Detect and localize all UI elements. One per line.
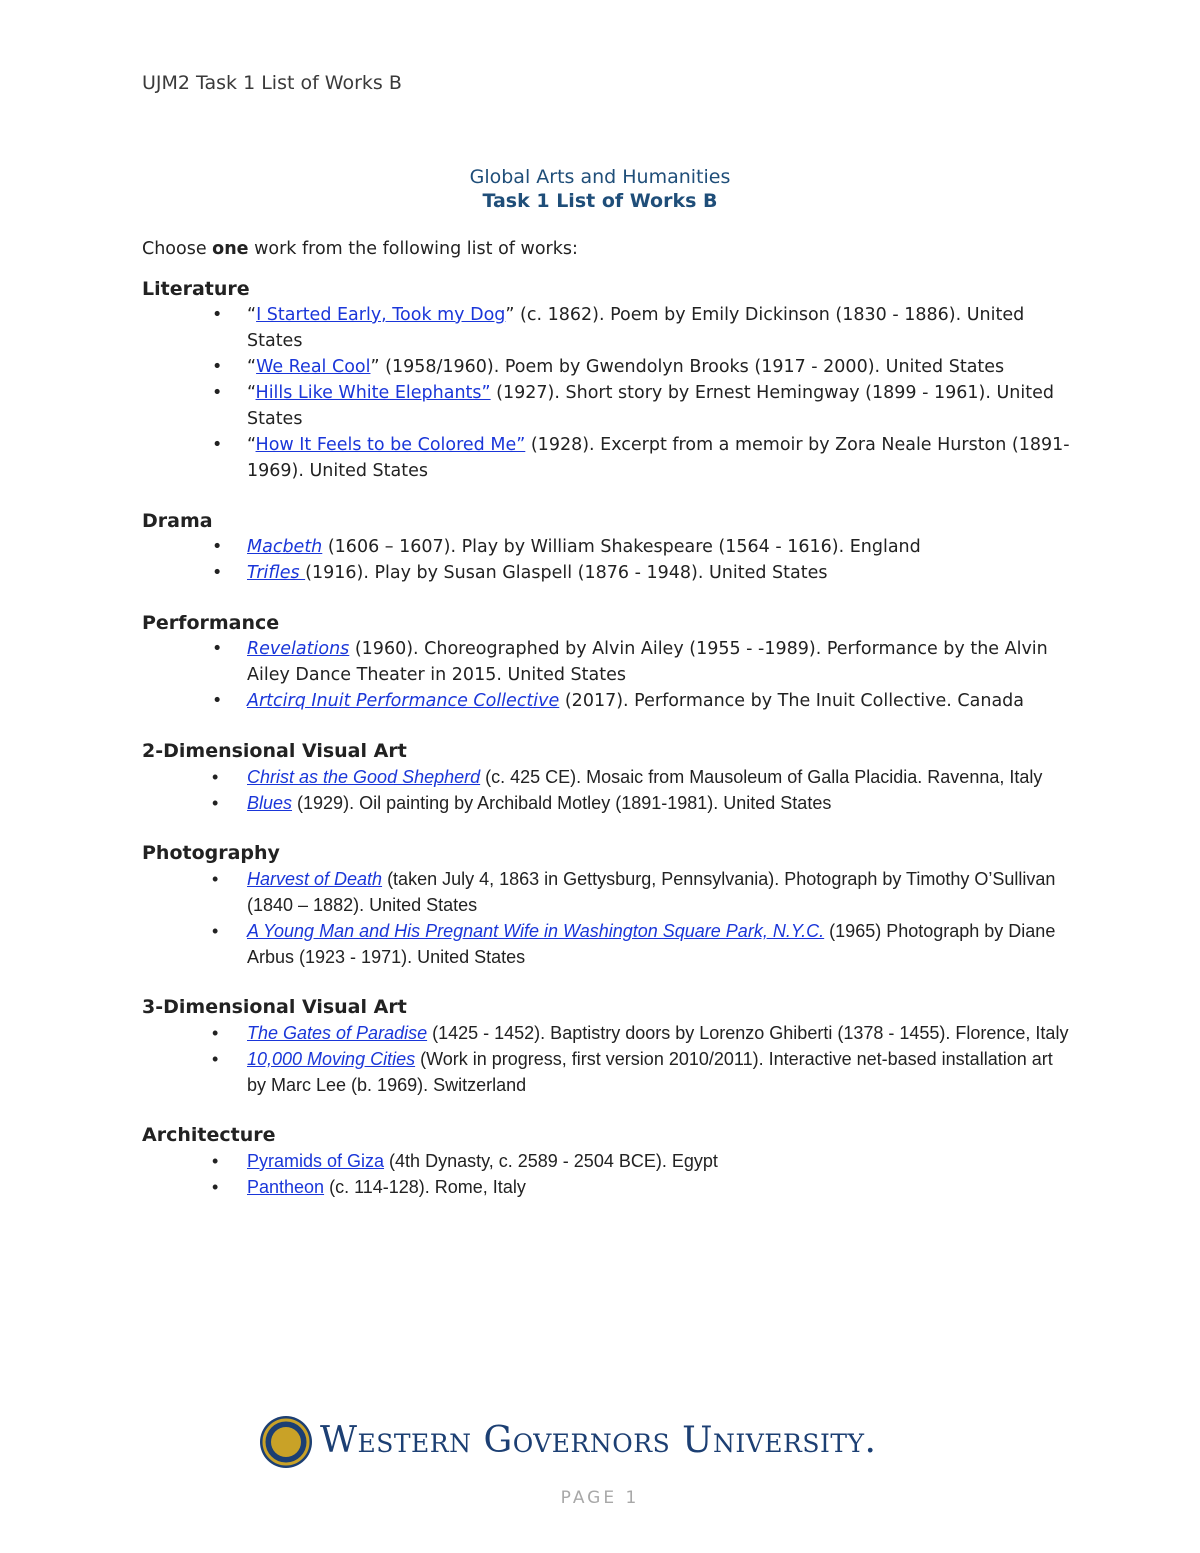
work-link[interactable]: I Started Early, Took my Dog [256,305,506,325]
intro-pre: Choose [142,239,213,259]
list-item [107,1174,1072,1200]
open-quote: “ [247,305,257,325]
works-list [142,276,1072,1200]
work-link[interactable]: A Young Man and His Pregnant Wife in Washington Square Park, N.Y.C. [247,921,825,941]
work-description: (1606 – 1607). Play by William Shakespeare (1564 - 1616). England [322,537,921,557]
list-item [107,688,1072,714]
work-link[interactable]: Christ as the Good Shepherd [247,767,481,787]
wgu-logo [258,1412,908,1472]
work-link[interactable]: Artcirq Inuit Performance Collective [247,691,560,711]
work-link[interactable]: Hills Like White Elephants” [255,383,491,403]
intro-text [142,236,1072,262]
document-title: Global Arts and Humanities [469,166,731,188]
section-list [142,866,1072,970]
document-subtitle: Task 1 List of Works B [482,190,718,212]
work-description: (1960). Choreographed by Alvin Ailey (1955 - -1989). Performance by the Alvin Ailey Dance Theater in 2015. United States [247,639,1048,685]
section-spacer [142,970,1072,994]
work-description: (1927). Short story by Ernest Hemingway (1899 - 1961). United States [247,383,1054,429]
section-list [142,1020,1072,1098]
bullet-icon: • [212,869,219,889]
bullet-icon: • [212,537,223,557]
bullet-icon: • [212,435,223,455]
list-item [107,866,1072,918]
work-link[interactable]: Trifles [247,563,306,583]
title-block [0,165,1200,213]
section-list [142,1148,1072,1200]
section-list [142,636,1072,714]
open-quote: “ [247,435,256,455]
work-description: (4th Dynasty, c. 2589 - 2504 BCE). Egypt [384,1151,718,1171]
section-list [142,302,1072,484]
list-item [107,636,1072,688]
section-heading: 2-Dimensional Visual Art [142,740,407,762]
section-spacer [142,714,1072,738]
work-description: (1929). Oil painting by Archibald Motley (1891-1981). United States [292,793,832,813]
work-description: (1425 - 1452). Baptistry doors by Lorenzo Ghiberti (1378 - 1455). Florence, Italy [427,1023,1069,1043]
work-description: (2017). Performance by The Inuit Collective. Canada [559,691,1025,711]
bullet-icon: • [212,767,219,787]
document-body [142,236,1072,1200]
section-heading: Architecture [142,1124,276,1146]
work-description: (c. 425 CE). Mosaic from Mausoleum of Galla Placidia. Ravenna, Italy [480,767,1043,787]
bullet-icon: • [212,1049,219,1069]
list-item [107,534,1072,560]
work-link[interactable]: Revelations [247,639,350,659]
work-description: ” (c. 1862). Poem by Emily Dickinson (1830 - 1886). United States [247,305,1025,351]
list-item [107,302,1072,354]
work-link[interactable]: 10,000 Moving Cities [247,1049,416,1069]
bullet-icon: • [212,1151,219,1171]
section-spacer [142,1098,1072,1122]
section-heading: Drama [142,510,213,532]
open-quote: “ [247,383,256,403]
open-quote: “ [247,357,257,377]
work-link[interactable]: Blues [247,793,293,813]
section-heading: Literature [142,278,250,300]
section-list [142,534,1072,586]
bullet-icon: • [212,639,223,659]
wgu-seal-icon [258,1414,314,1470]
bullet-icon: • [212,357,223,377]
work-link[interactable]: Pantheon [247,1177,325,1197]
work-description: ” (1958/1960). Poem by Gwendolyn Brooks (1917 - 2000). United States [370,357,1005,377]
bullet-icon: • [212,1177,219,1197]
bullet-icon: • [212,563,223,583]
list-item [107,380,1072,432]
work-description: (taken July 4, 1863 in Gettysburg, Pennsylvania). Photograph by Timothy O’Sullivan (1840 – 1882). United States [247,869,1056,915]
work-description: (1965) Photograph by Diane Arbus (1923 - 1971). United States [247,921,1056,967]
list-item [107,764,1072,790]
work-link[interactable]: Harvest of Death [247,869,383,889]
page-number: PAGE 1 [560,1488,640,1508]
bullet-icon: • [212,691,223,711]
bullet-icon: • [212,305,223,325]
section-heading: Performance [142,612,280,634]
intro-bold: one [212,239,249,259]
work-description: (c. 114-128). Rome, Italy [324,1177,526,1197]
work-description: (1916). Play by Susan Glaspell (1876 - 1948). United States [305,563,828,583]
work-link[interactable]: The Gates of Paradise [247,1023,428,1043]
list-item [107,560,1072,586]
bullet-icon: • [212,1023,219,1043]
work-link[interactable]: Pyramids of Giza [247,1151,385,1171]
list-item [107,1046,1072,1098]
work-link[interactable]: Macbeth [247,537,323,557]
list-item [107,1020,1072,1046]
list-item [107,354,1072,380]
section-spacer [142,484,1072,508]
list-item [107,1148,1072,1174]
work-link[interactable]: We Real Cool [256,357,371,377]
bullet-icon: • [212,793,219,813]
bullet-icon: • [212,383,223,403]
section-heading: 3-Dimensional Visual Art [142,996,407,1018]
work-description: (Work in progress, first version 2010/2011). Interactive net-based installation art by Marc Lee (b. 1969). Switzerland [247,1049,1053,1095]
page-header: UJM2 Task 1 List of Works B [142,72,402,94]
list-item [107,918,1072,970]
list-item [107,432,1072,484]
wgu-logo-text: Western Governors University. [320,1420,877,1461]
section-list [142,764,1072,816]
work-link[interactable]: How It Feels to be Colored Me” [255,435,526,455]
list-item [107,790,1072,816]
section-heading: Photography [142,842,280,864]
intro-post: work from the following list of works: [248,239,578,259]
bullet-icon: • [212,921,219,941]
section-spacer [142,816,1072,840]
section-spacer [142,586,1072,610]
work-description: (1928). Excerpt from a memoir by Zora Neale Hurston (1891-1969). United States [247,435,1070,481]
